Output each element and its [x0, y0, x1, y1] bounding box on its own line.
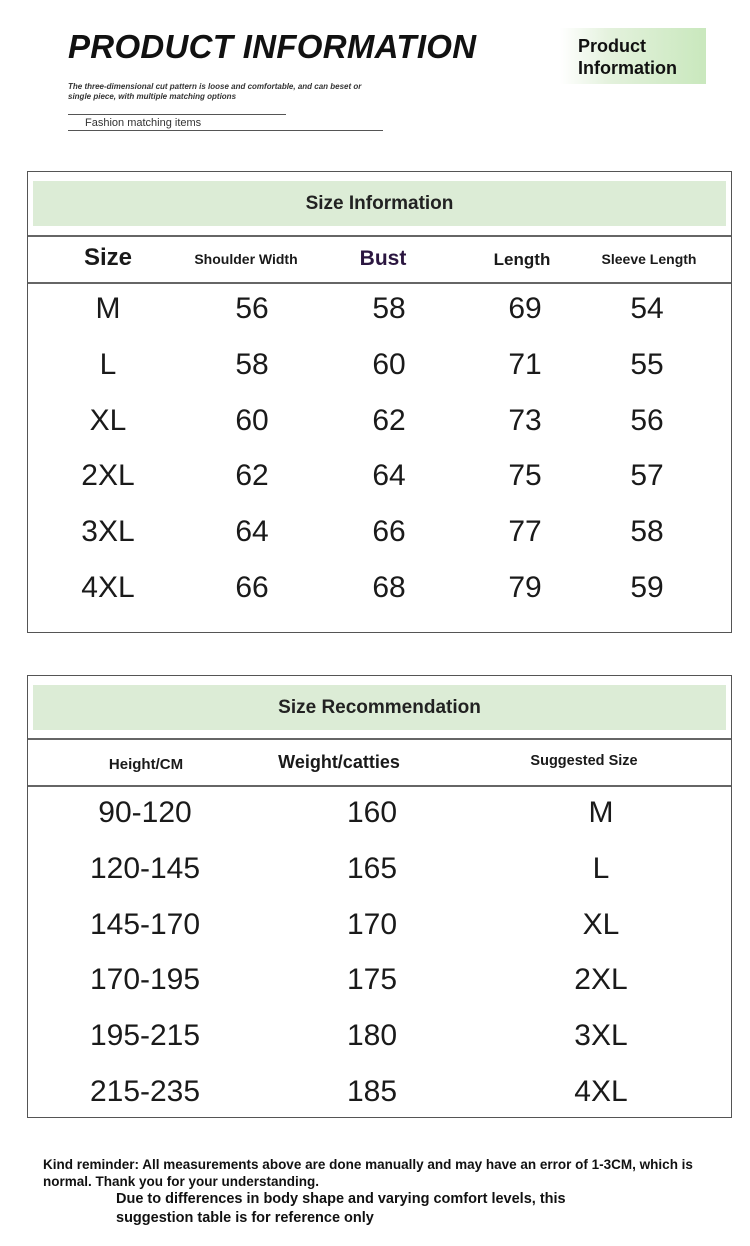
size-information-title: Size Information: [33, 181, 726, 226]
table-cell: 79: [508, 571, 542, 604]
size-recommendation-title: Size Recommendation: [33, 685, 726, 730]
table-cell: 77: [508, 515, 542, 549]
table-cell: 185: [346, 1075, 398, 1108]
table-cell: 180: [346, 1019, 398, 1053]
table-cell: 71: [508, 347, 542, 381]
table-rule: [28, 235, 731, 237]
column-header-weight: Weight/catties: [278, 752, 400, 772]
table-cell: 55: [630, 347, 664, 381]
table-cell: XL: [582, 907, 620, 941]
column-header-size: Size: [83, 244, 133, 271]
table-cell: 62: [372, 403, 406, 437]
table-cell: 62: [235, 459, 269, 493]
table-cell: 73: [508, 403, 542, 437]
table-cell: 160: [346, 796, 398, 829]
badge-line-1: Product: [578, 36, 647, 56]
table-cell: M: [588, 796, 614, 829]
product-information-badge: [560, 28, 706, 84]
table-cell: 4XL: [574, 1075, 628, 1108]
table-cell: 175: [346, 963, 398, 997]
size-recommendation-table: [27, 675, 732, 1118]
column-header-height: Height/CM: [108, 756, 184, 773]
table-cell: 59: [630, 571, 664, 604]
table-cell: L: [592, 851, 610, 885]
divider: [68, 130, 383, 131]
column-header-length: Length: [493, 250, 551, 269]
column-header-shoulder-width: Shoulder Width: [194, 251, 298, 267]
table-cell: 2XL: [81, 459, 135, 493]
table-cell: XL: [89, 403, 127, 437]
table-cell: 58: [235, 347, 269, 381]
table-cell: 170: [346, 907, 398, 941]
table-cell: L: [99, 347, 117, 381]
kind-reminder: Kind reminder: All measurements above are done manually and may have an error of 1-3CM, which is normal. Thank you for your understanding.: [43, 1157, 693, 1189]
table-cell: 64: [235, 515, 269, 549]
table-cell: 60: [235, 403, 269, 437]
table-rule: [28, 282, 731, 284]
table-cell: 4XL: [81, 571, 135, 604]
table-cell: 57: [630, 459, 664, 493]
table-cell: 66: [372, 515, 406, 549]
table-rule: [28, 738, 731, 740]
table-cell: 3XL: [574, 1019, 628, 1053]
table-cell: 170-195: [89, 963, 201, 997]
table-cell: 215-235: [89, 1075, 201, 1108]
page-title: PRODUCT INFORMATION: [68, 28, 477, 65]
table-cell: 120-145: [89, 851, 201, 885]
table-cell: 90-120: [98, 796, 192, 829]
table-cell: 165: [346, 851, 398, 885]
column-header-bust: Bust: [359, 247, 407, 270]
product-description: The three-dimensional cut pattern is loose and comfortable, and can beset or single piece, with multiple matching options: [68, 82, 362, 101]
table-cell: 58: [630, 515, 664, 549]
table-cell: 195-215: [89, 1019, 201, 1053]
table-cell: M: [95, 292, 121, 325]
table-cell: 3XL: [81, 515, 135, 549]
tagline: Fashion matching items: [85, 117, 202, 129]
table-cell: 69: [508, 292, 542, 325]
table-cell: 64: [372, 459, 406, 493]
table-cell: 58: [372, 292, 406, 325]
table-cell: 60: [372, 347, 406, 381]
divider: [68, 114, 286, 115]
badge-line-2: Information: [578, 58, 677, 78]
table-rule: [28, 785, 731, 787]
table-cell: 75: [508, 459, 542, 493]
reference-note: Due to differences in body shape and varying comfort levels, this suggestion table is for reference only: [116, 1191, 566, 1226]
table-cell: 56: [235, 292, 269, 325]
table-cell: 56: [630, 403, 664, 437]
table-cell: 2XL: [574, 963, 628, 997]
column-header-suggested-size: Suggested Size: [530, 753, 638, 769]
column-header-sleeve-length: Sleeve Length: [601, 251, 697, 267]
table-cell: 145-170: [89, 907, 201, 941]
table-cell: 54: [630, 292, 664, 325]
size-information-table: [27, 171, 732, 633]
table-cell: 68: [372, 571, 406, 604]
table-cell: 66: [235, 571, 269, 604]
